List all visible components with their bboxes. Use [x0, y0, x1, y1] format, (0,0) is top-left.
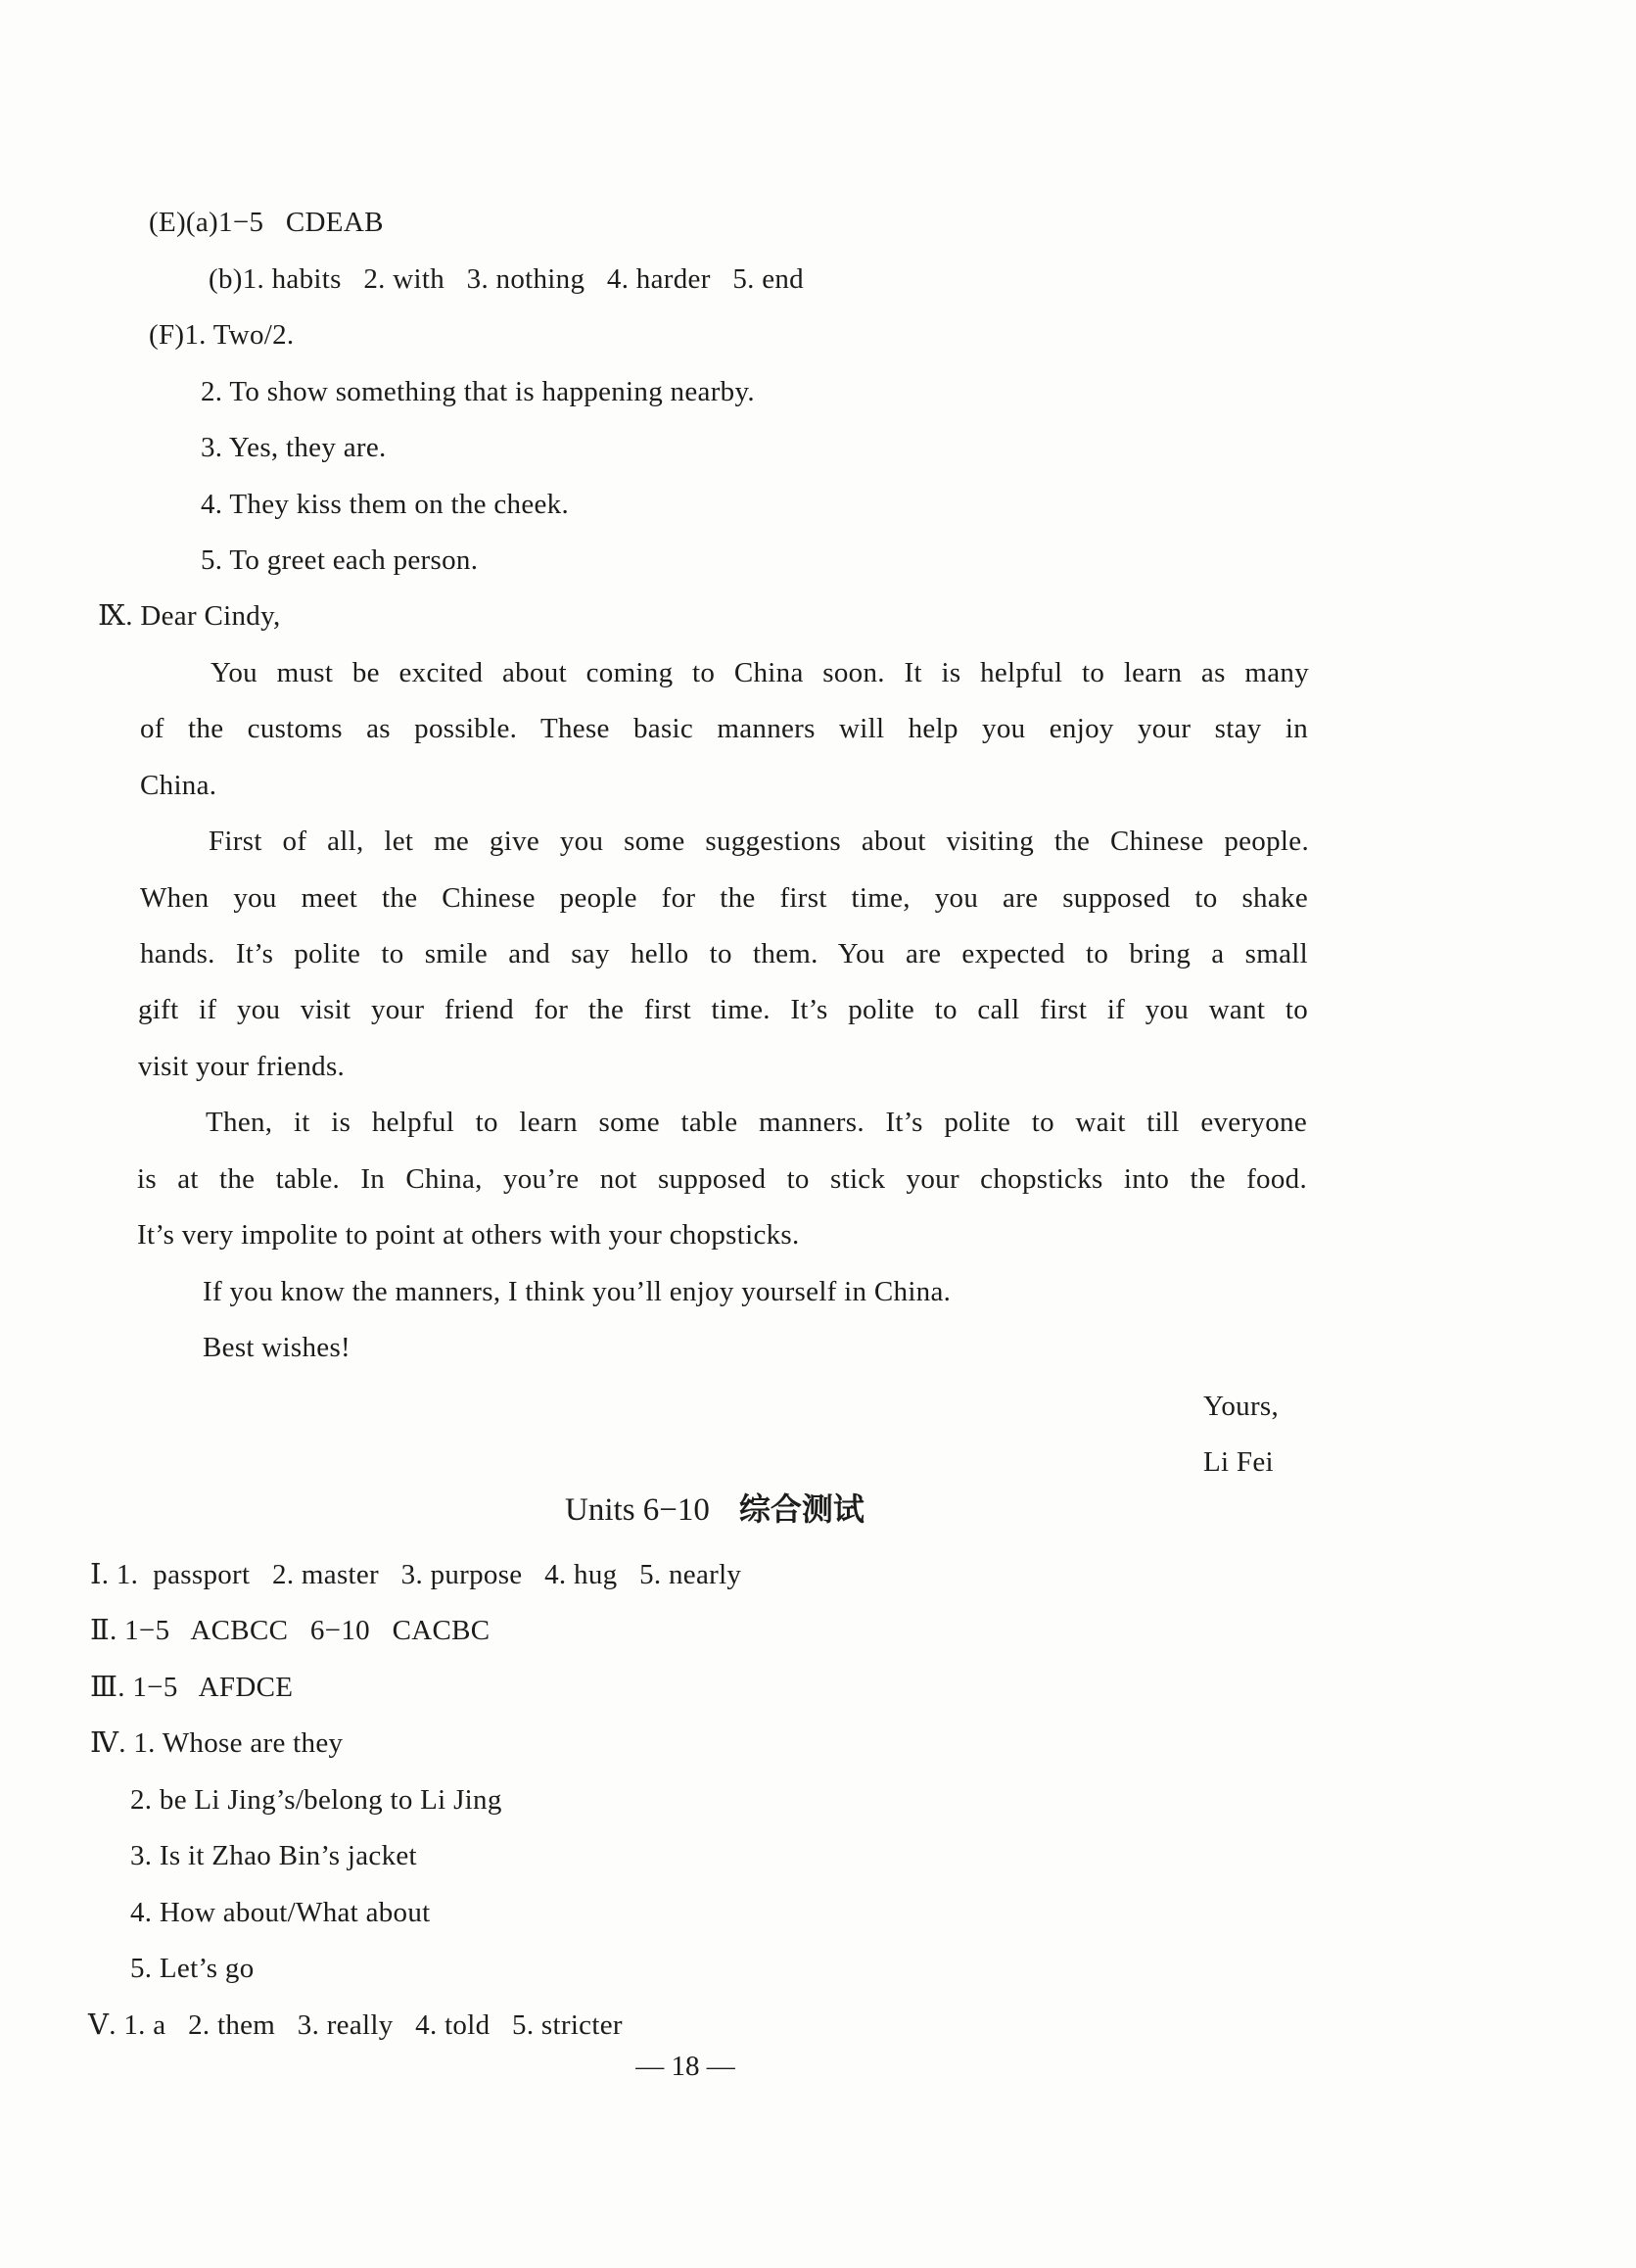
answer-e-b: (b)1. habits 2. with 3. nothing 4. harder 5. end	[209, 263, 804, 295]
letter-signoff: Yours,	[1203, 1391, 1280, 1422]
letter-p2-line3: hands. It’s polite to smile and say hello to them. You are expected to bring a small	[140, 938, 1308, 969]
letter-signature: Li Fei	[1203, 1446, 1274, 1478]
answer-i: Ⅰ. 1. passport 2. master 3. purpose 4. hug 5. nearly	[90, 1559, 742, 1590]
answer-e-a: (E)(a)1−5 CDEAB	[149, 207, 384, 238]
letter-p1-line1: You must be excited about coming to China soon. It is helpful to learn as many	[210, 657, 1309, 688]
section-title-en: Units 6−10	[565, 1492, 710, 1528]
answer-f-5: 5. To greet each person.	[201, 544, 479, 576]
answer-iv-2: 2. be Li Jing’s/belong to Li Jing	[130, 1784, 502, 1816]
letter-p2-line4: gift if you visit your friend for the first time. It’s polite to call first if you want to	[138, 994, 1308, 1025]
answer-iv-4: 4. How about/What about	[130, 1897, 431, 1928]
answer-ii: Ⅱ. 1−5 ACBCC 6−10 CACBC	[90, 1615, 491, 1646]
letter-p2-line5: visit your friends.	[138, 1051, 346, 1082]
answer-f-2: 2. To show something that is happening nearby.	[201, 376, 755, 407]
letter-closing: Best wishes!	[203, 1332, 351, 1363]
page-number: — 18 —	[635, 2051, 735, 2082]
answer-f-4: 4. They kiss them on the cheek.	[201, 489, 570, 520]
letter-p1-line3: China.	[140, 770, 217, 801]
letter-p2-line2: When you meet the Chinese people for the first time, you are supposed to shake	[140, 882, 1308, 914]
answer-f-3: 3. Yes, they are.	[201, 432, 387, 463]
letter-p3-line1: Then, it is helpful to learn some table manners. It’s polite to wait till everyone	[206, 1107, 1307, 1138]
section-title-cn: 综合测试	[738, 1490, 865, 1528]
answer-v: Ⅴ. 1. a 2. them 3. really 4. told 5. stricter	[88, 2009, 623, 2041]
letter-p1-line2: of the customs as possible. These basic manners will help you enjoy your stay in	[140, 713, 1308, 744]
section-title	[0, 1488, 1429, 1531]
letter-p2-line1: First of all, let me give you some suggestions about visiting the Chinese people.	[209, 826, 1309, 857]
answer-iii: Ⅲ. 1−5 AFDCE	[90, 1672, 294, 1703]
answer-iv-5: 5. Let’s go	[130, 1953, 255, 1984]
letter-greeting: Ⅸ. Dear Cindy,	[98, 600, 281, 632]
answer-f-1: (F)1. Two/2.	[149, 319, 295, 351]
letter-p3-line3: It’s very impolite to point at others with your chopsticks.	[137, 1219, 800, 1251]
answer-iv-3: 3. Is it Zhao Bin’s jacket	[130, 1840, 417, 1871]
letter-p4: If you know the manners, I think you’ll enjoy yourself in China.	[203, 1276, 952, 1307]
letter-p3-line2: is at the table. In China, you’re not supposed to stick your chopsticks into the food.	[137, 1163, 1307, 1195]
answer-iv-1: Ⅳ. 1. Whose are they	[90, 1727, 344, 1759]
